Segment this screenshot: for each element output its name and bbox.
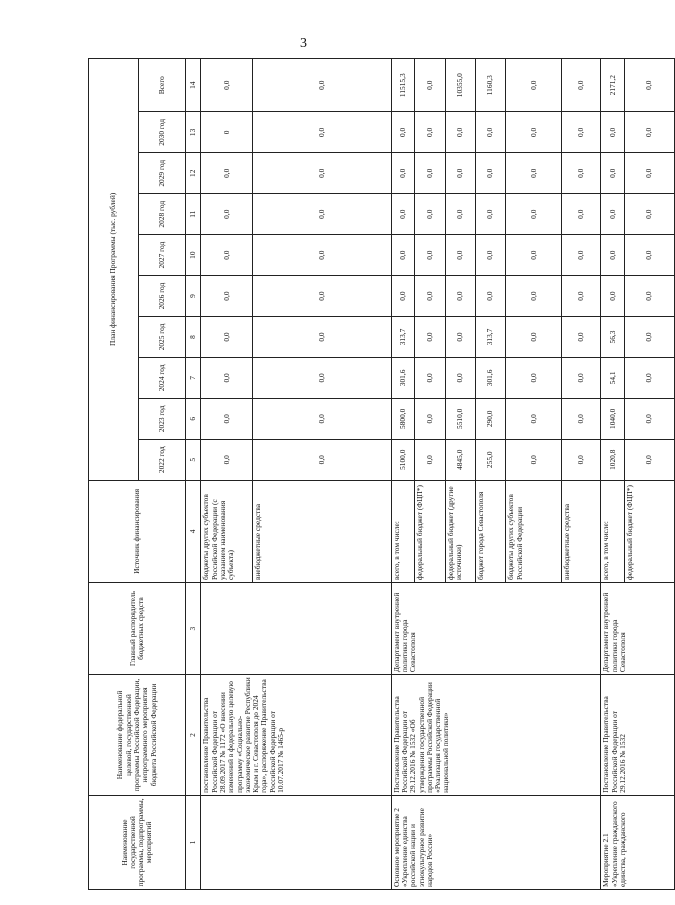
cell-value: 0,0 (625, 235, 675, 276)
cell-value: 0,0 (445, 317, 475, 358)
cell-value: 0,0 (625, 153, 675, 194)
column-number: 7 (186, 357, 201, 398)
cell-value: 0,0 (625, 317, 675, 358)
cell-value: 0,0 (253, 235, 391, 276)
cell-value: 301,6 (391, 357, 415, 398)
cell-total: 10355,0 (445, 59, 475, 112)
header-year: 2026 год (138, 276, 186, 317)
cell-value: 0,0 (625, 357, 675, 398)
cell-value: 0,0 (562, 153, 601, 194)
cell-value: 0 (201, 112, 253, 153)
cell-value: 0,0 (253, 357, 391, 398)
cell-value: 1040,0 (601, 398, 625, 439)
cell-value: 0,0 (562, 357, 601, 398)
cell-source: внебюджетные средства (562, 480, 601, 582)
cell-value: 0,0 (506, 398, 562, 439)
cell-source: федеральный бюджет (другие источники) (445, 480, 475, 582)
column-number: 6 (186, 398, 201, 439)
cell-source: федеральный бюджет (ФЦП*) (625, 480, 675, 582)
cell-program (201, 795, 391, 889)
cell-value: 0,0 (562, 194, 601, 235)
table-row (601, 59, 625, 890)
cell-value: 0,0 (391, 276, 415, 317)
cell-value: 0,0 (201, 276, 253, 317)
cell-value: 0,0 (625, 398, 675, 439)
cell-value: 0,0 (253, 398, 391, 439)
cell-value: 0,0 (476, 235, 506, 276)
cell-value: 0,0 (201, 153, 253, 194)
cell-total: 0,0 (625, 59, 675, 112)
cell-value: 0,0 (415, 153, 445, 194)
header-year: 2030 год (138, 112, 186, 153)
cell-total: 0,0 (415, 59, 445, 112)
cell-value: 0,0 (415, 317, 445, 358)
cell-value: 0,0 (625, 194, 675, 235)
cell-value: 0,0 (476, 112, 506, 153)
cell-value: 0,0 (415, 357, 445, 398)
cell-value: 313,7 (391, 317, 415, 358)
page-number: 3 (300, 36, 307, 51)
cell-value: 5510,0 (445, 398, 475, 439)
rotated-table-wrapper (88, 58, 675, 890)
cell-value: 0,0 (476, 194, 506, 235)
column-number: 3 (186, 583, 201, 675)
column-number: 4 (186, 480, 201, 582)
cell-value: 0,0 (391, 194, 415, 235)
cell-federal-program: постановление Правительства Российской Федерации от 28.09.2017 № 1172 «О внесении изменений в федеральную целевую программу «Социально-экономическое развитие Республики Крым и г. Севастополя до 2024 года», распоряжение Правительства Российской Федерации от 10.07.2017 № 1465-р (201, 675, 391, 796)
cell-value: 0,0 (201, 398, 253, 439)
cell-value: 0,0 (601, 194, 625, 235)
cell-value: 0,0 (625, 439, 675, 480)
cell-value: 1020,8 (601, 439, 625, 480)
cell-value: 0,0 (601, 153, 625, 194)
header-year: 2023 год (138, 398, 186, 439)
cell-federal-program: Постановление Правительства Российской Федерации от 29.12.2016 № 1532 (601, 675, 675, 796)
cell-program: Основное мероприятие 2 «Укрепление единства российской нации и этнокультурное развитие народов России» (391, 795, 601, 889)
cell-value: 0,0 (445, 235, 475, 276)
cell-value: 0,0 (201, 357, 253, 398)
cell-value: 0,0 (445, 112, 475, 153)
cell-value: 0,0 (601, 112, 625, 153)
cell-value: 0,0 (415, 194, 445, 235)
cell-source: всего, в том числе: (601, 480, 625, 582)
column-number: 13 (186, 112, 201, 153)
cell-value: 0,0 (415, 398, 445, 439)
cell-value: 313,7 (476, 317, 506, 358)
cell-value: 0,0 (445, 276, 475, 317)
table-row (201, 59, 253, 890)
cell-value: 0,0 (506, 194, 562, 235)
header-financing-plan: План финансирования Программы (тыс. рублей) (89, 59, 139, 481)
cell-source: бюджеты других субъектов Российской Федерации (506, 480, 562, 582)
cell-value: 0,0 (506, 112, 562, 153)
cell-value: 5100,0 (391, 439, 415, 480)
cell-total: 11515,3 (391, 59, 415, 112)
cell-value: 56,3 (601, 317, 625, 358)
cell-value: 5800,0 (391, 398, 415, 439)
header-budget-manager: Главный распорядитель бюджетных средств (89, 583, 186, 675)
column-number: 12 (186, 153, 201, 194)
cell-value: 0,0 (562, 276, 601, 317)
cell-budget-manager: Департамент внутренней политики города Севастополя (601, 583, 675, 675)
cell-source: федеральный бюджет (ФЦП*) (415, 480, 445, 582)
cell-value: 4845,0 (445, 439, 475, 480)
cell-total: 2171,2 (601, 59, 625, 112)
cell-value: 0,0 (415, 235, 445, 276)
cell-total: 0,0 (506, 59, 562, 112)
cell-value: 0,0 (506, 276, 562, 317)
cell-value: 0,0 (562, 112, 601, 153)
cell-value: 0,0 (391, 153, 415, 194)
cell-source: внебюджетные средства (253, 480, 391, 582)
financing-plan-table (88, 58, 675, 890)
cell-value: 0,0 (391, 235, 415, 276)
cell-value: 0,0 (476, 276, 506, 317)
cell-value: 0,0 (201, 194, 253, 235)
cell-value: 0,0 (391, 112, 415, 153)
cell-value: 0,0 (506, 357, 562, 398)
cell-value: 0,0 (562, 317, 601, 358)
cell-value: 0,0 (201, 439, 253, 480)
column-number: 2 (186, 675, 201, 796)
cell-value: 0,0 (476, 153, 506, 194)
cell-total: 1160,3 (476, 59, 506, 112)
cell-source: бюджет города Севастополя (476, 480, 506, 582)
cell-value: 255,0 (476, 439, 506, 480)
cell-value: 0,0 (506, 235, 562, 276)
cell-value: 0,0 (562, 235, 601, 276)
column-number: 1 (186, 795, 201, 889)
cell-value: 0,0 (445, 357, 475, 398)
cell-value: 0,0 (415, 112, 445, 153)
header-year: 2022 год (138, 439, 186, 480)
header-year: 2025 год (138, 317, 186, 358)
cell-value: 0,0 (445, 194, 475, 235)
cell-value: 0,0 (253, 194, 391, 235)
cell-value: 0,0 (601, 276, 625, 317)
cell-value: 54,1 (601, 357, 625, 398)
header-federal-program: Наименование федеральной целевой, государственной программы Российской Федерации, непрограммного мероприятия бюджета Российской Федерации (89, 675, 186, 796)
cell-budget-manager (201, 583, 391, 675)
cell-value: 0,0 (625, 112, 675, 153)
column-number: 14 (186, 59, 201, 112)
cell-value: 290,0 (476, 398, 506, 439)
cell-value: 0,0 (506, 439, 562, 480)
cell-value: 0,0 (562, 398, 601, 439)
cell-total: 0,0 (253, 59, 391, 112)
cell-value: 0,0 (253, 317, 391, 358)
cell-source: всего, в том числе: (391, 480, 415, 582)
cell-value: 0,0 (253, 153, 391, 194)
cell-value: 301,6 (476, 357, 506, 398)
cell-total: 0,0 (201, 59, 253, 112)
cell-value: 0,0 (201, 235, 253, 276)
table-row (391, 59, 415, 890)
cell-value: 0,0 (445, 153, 475, 194)
cell-value: 0,0 (625, 276, 675, 317)
cell-value: 0,0 (253, 112, 391, 153)
cell-source: бюджеты других субъектов Российской Федерации (с указанием наименования субъекта) (201, 480, 253, 582)
cell-value: 0,0 (415, 439, 445, 480)
cell-value: 0,0 (562, 439, 601, 480)
cell-federal-program: Постановление Правительства Российской Федерации от 29.12.2016 № 1532 «Об утверждении государственной программы Российской Федерации «Реализация государственной национальной политики» (391, 675, 601, 796)
cell-value: 0,0 (506, 153, 562, 194)
cell-total: 0,0 (562, 59, 601, 112)
cell-value: 0,0 (601, 235, 625, 276)
header-total: Всего (138, 59, 186, 112)
column-number: 8 (186, 317, 201, 358)
cell-program: Мероприятие 2.1 «Укрепление гражданского единства, гражданского (601, 795, 675, 889)
cell-value: 0,0 (201, 317, 253, 358)
cell-budget-manager: Департамент внутренней политики города Севастополя (391, 583, 601, 675)
cell-value: 0,0 (506, 317, 562, 358)
column-number: 9 (186, 276, 201, 317)
column-number: 11 (186, 194, 201, 235)
column-number: 5 (186, 439, 201, 480)
header-program-name: Наименование государственной программы, подпрограммы, мероприятий (89, 795, 186, 889)
cell-value: 0,0 (253, 276, 391, 317)
header-year: 2029 год (138, 153, 186, 194)
cell-value: 0,0 (253, 439, 391, 480)
header-year: 2024 год (138, 357, 186, 398)
column-number: 10 (186, 235, 201, 276)
header-year: 2027 год (138, 235, 186, 276)
cell-value: 0,0 (415, 276, 445, 317)
header-year: 2028 год (138, 194, 186, 235)
header-funding-source: Источник финансирования (89, 480, 186, 582)
